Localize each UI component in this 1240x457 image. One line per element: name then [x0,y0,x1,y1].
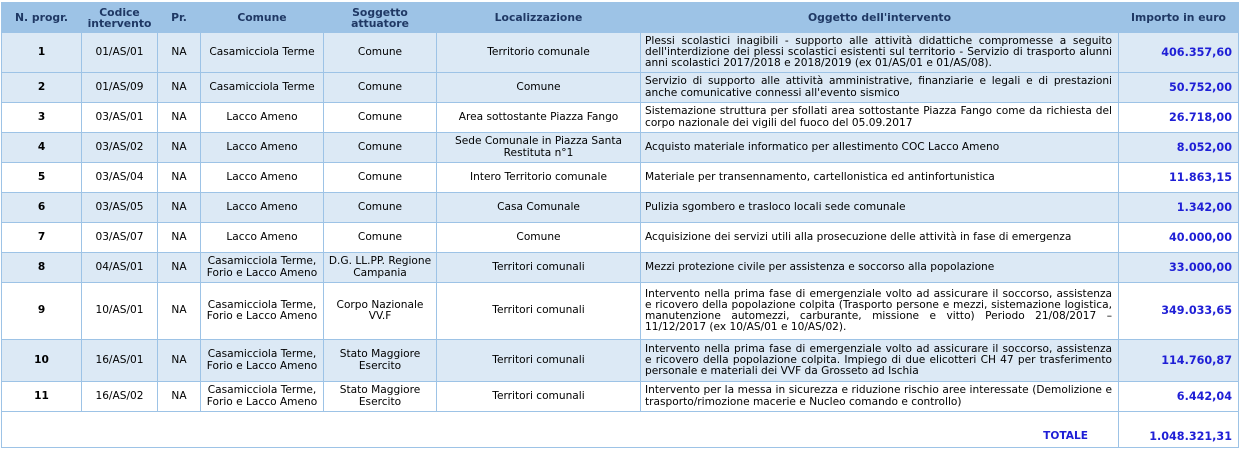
cell-importo: 406.357,60 [1119,33,1239,73]
table-row [2,283,1239,340]
cell-n: 4 [2,133,82,163]
cell-codice: 04/AS/01 [82,253,158,283]
cell-localizzazione: Intero Territorio comunale [437,163,641,193]
cell-pr: NA [158,133,201,163]
header-oggetto: Oggetto dell'intervento [641,3,1119,33]
cell-pr: NA [158,223,201,253]
cell-n: 7 [2,223,82,253]
cell-soggetto: Stato Maggiore Esercito [324,382,437,412]
cell-localizzazione: Territori comunali [437,340,641,382]
cell-pr: NA [158,163,201,193]
cell-codice: 01/AS/01 [82,33,158,73]
cell-pr: NA [158,340,201,382]
cell-oggetto: Mezzi protezione civile per assistenza e soccorso alla popolazione [641,253,1119,283]
cell-oggetto: Intervento per la messa in sicurezza e riduzione rischio aree interessate (Demolizione e trasporto/rimozione macerie e Nucleo comando e controllo) [641,382,1119,412]
cell-soggetto: Comune [324,133,437,163]
cell-codice: 16/AS/02 [82,382,158,412]
cell-localizzazione: Comune [437,223,641,253]
header-pr: Pr. [158,3,201,33]
cell-codice: 03/AS/02 [82,133,158,163]
cell-n: 2 [2,73,82,103]
header-importo: Importo in euro [1119,3,1239,33]
table-row [2,193,1239,223]
table-row [2,340,1239,382]
cell-pr: NA [158,33,201,73]
cell-importo: 40.000,00 [1119,223,1239,253]
table-row [2,253,1239,283]
cell-comune: Casamicciola Terme, Forio e Lacco Ameno [201,382,324,412]
cell-n: 9 [2,283,82,340]
cell-soggetto: Comune [324,223,437,253]
cell-codice: 03/AS/04 [82,163,158,193]
cell-oggetto: Materiale per transennamento, cartellonistica ed antinfortunistica [641,163,1119,193]
cell-comune: Casamicciola Terme [201,33,324,73]
table-row [2,223,1239,253]
cell-codice: 10/AS/01 [82,283,158,340]
cell-pr: NA [158,73,201,103]
table-row [2,103,1239,133]
cell-localizzazione: Area sottostante Piazza Fango [437,103,641,133]
cell-oggetto: Pulizia sgombero e trasloco locali sede comunale [641,193,1119,223]
table-row [2,133,1239,163]
cell-oggetto: Acquisizione dei servizi utili alla prosecuzione delle attività in fase di emergenza [641,223,1119,253]
total-amount: 1.048.321,31 [1119,412,1239,448]
table-row [2,73,1239,103]
cell-oggetto: Sistemazione struttura per sfollati area sottostante Piazza Fango come da richiesta del corpo nazionale dei vigili del fuoco del 05.09.2017 [641,103,1119,133]
table-row [2,382,1239,412]
cell-importo: 8.052,00 [1119,133,1239,163]
cell-importo: 33.000,00 [1119,253,1239,283]
header-localizzazione: Localizzazione [437,3,641,33]
cell-codice: 01/AS/09 [82,73,158,103]
cell-oggetto: Plessi scolastici inagibili - supporto alle attività didattiche compromesse a seguito dell'interdizione dei plessi scolastici esistenti sul territorio - Servizio di trasporto alunni anni scolastici 2017/2018 e 2018/2019 (ex 01/AS/01 e 01/AS/08). [641,33,1119,73]
header-soggetto: Soggetto attuatore [324,3,437,33]
cell-localizzazione: Territori comunali [437,253,641,283]
cell-pr: NA [158,283,201,340]
cell-oggetto: Servizio di supporto alle attività amministrative, finanziarie e legali e di prestazioni anche comunicative connessi all'evento sismico [641,73,1119,103]
table-row [2,33,1239,73]
cell-oggetto: Acquisto materiale informatico per allestimento COC Lacco Ameno [641,133,1119,163]
cell-pr: NA [158,193,201,223]
cell-codice: 03/AS/01 [82,103,158,133]
table-body [2,33,1239,448]
cell-localizzazione: Casa Comunale [437,193,641,223]
cell-localizzazione: Territorio comunale [437,33,641,73]
cell-importo: 26.718,00 [1119,103,1239,133]
cell-oggetto: Intervento nella prima fase di emergenziale volto ad assicurare il soccorso, assistenza e ricovero della popolazione colpita (Trasporto persone e mezzi, sistemazione logistica, manutenzione automezzi, carburante, missione e vitto) Periodo 21/08/2017 – 11/12/2017 (ex 10/AS/01 e 10/AS/02). [641,283,1119,340]
header-n-progr: N. progr. [2,3,82,33]
cell-soggetto: Comune [324,163,437,193]
cell-localizzazione: Sede Comunale in Piazza Santa Restituta n°1 [437,133,641,163]
cell-comune: Lacco Ameno [201,103,324,133]
cell-n: 5 [2,163,82,193]
cell-soggetto: D.G. LL.PP. Regione Campania [324,253,437,283]
cell-comune: Lacco Ameno [201,223,324,253]
cell-soggetto: Comune [324,193,437,223]
cell-n: 10 [2,340,82,382]
cell-n: 11 [2,382,82,412]
header-codice: Codice intervento [82,3,158,33]
cell-pr: NA [158,253,201,283]
cell-comune: Lacco Ameno [201,133,324,163]
cell-oggetto: Intervento nella prima fase di emergenziale volto ad assicurare il soccorso, assistenza e ricovero della popolazione colpita. Impiego di due elicotteri CH 47 per trasferimento personale e materiali dei VVF da Grosseto ad Ischia [641,340,1119,382]
cell-importo: 114.760,87 [1119,340,1239,382]
cell-codice: 16/AS/01 [82,340,158,382]
total-label: TOTALE [2,412,1119,448]
cell-importo: 349.033,65 [1119,283,1239,340]
table-row [2,163,1239,193]
cell-comune: Casamicciola Terme, Forio e Lacco Ameno [201,283,324,340]
cell-importo: 1.342,00 [1119,193,1239,223]
cell-comune: Casamicciola Terme, Forio e Lacco Ameno [201,340,324,382]
cell-importo: 6.442,04 [1119,382,1239,412]
cell-comune: Lacco Ameno [201,193,324,223]
cell-n: 8 [2,253,82,283]
cell-soggetto: Corpo Nazionale VV.F [324,283,437,340]
interventions-table [1,2,1239,448]
cell-soggetto: Comune [324,33,437,73]
total-row [2,412,1239,448]
cell-soggetto: Stato Maggiore Esercito [324,340,437,382]
cell-n: 6 [2,193,82,223]
cell-comune: Lacco Ameno [201,163,324,193]
table-header [2,3,1239,33]
cell-soggetto: Comune [324,73,437,103]
cell-localizzazione: Comune [437,73,641,103]
cell-importo: 11.863,15 [1119,163,1239,193]
cell-comune: Casamicciola Terme, Forio e Lacco Ameno [201,253,324,283]
cell-importo: 50.752,00 [1119,73,1239,103]
cell-pr: NA [158,103,201,133]
cell-localizzazione: Territori comunali [437,382,641,412]
cell-codice: 03/AS/07 [82,223,158,253]
interventions-table-wrapper [1,2,1238,448]
cell-soggetto: Comune [324,103,437,133]
cell-n: 1 [2,33,82,73]
cell-codice: 03/AS/05 [82,193,158,223]
cell-pr: NA [158,382,201,412]
cell-localizzazione: Territori comunali [437,283,641,340]
cell-comune: Casamicciola Terme [201,73,324,103]
cell-n: 3 [2,103,82,133]
header-comune: Comune [201,3,324,33]
